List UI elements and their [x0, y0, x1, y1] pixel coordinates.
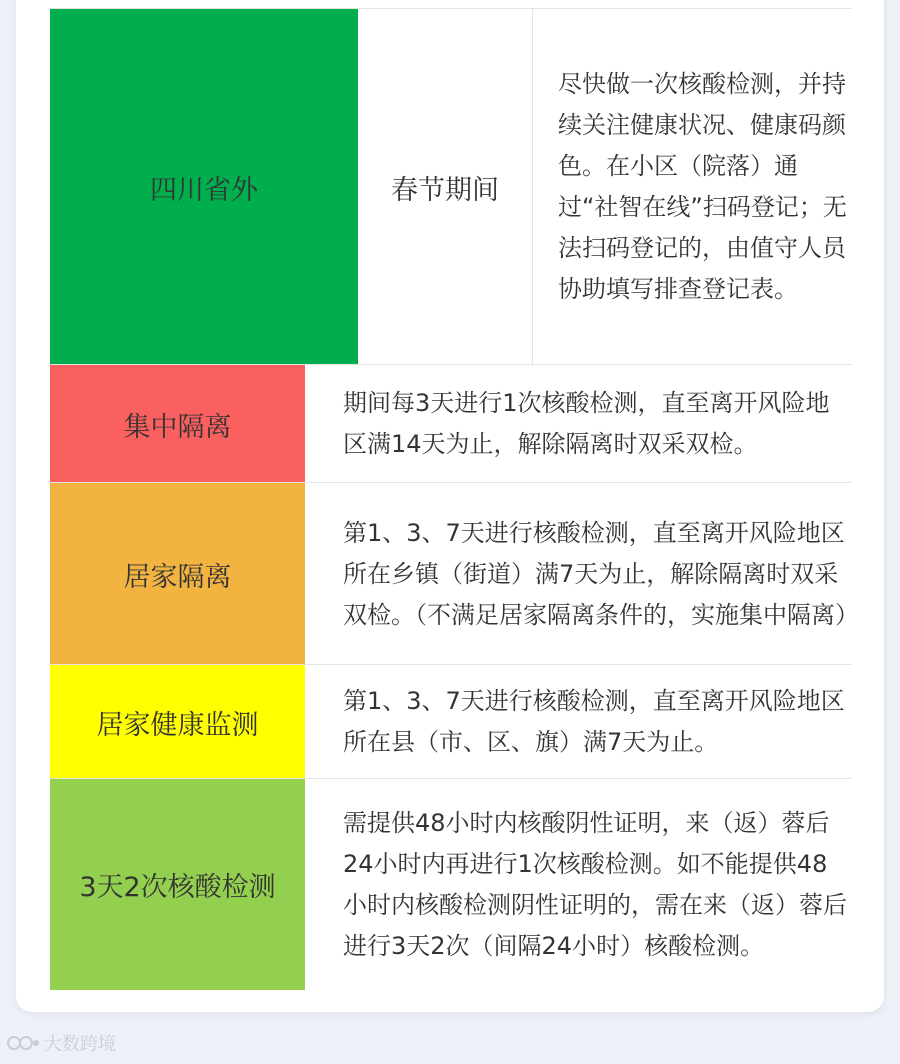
description-text: 第1、3、7天进行核酸检测，直至离开风险地区所在乡镇（街道）满7天为止，解除隔离时双采双检。（不满足居家隔离条件的，实施集中隔离） [343, 518, 859, 629]
watermark-text: 大数跨境 [44, 1034, 116, 1055]
category-cell [50, 665, 305, 779]
table-row [50, 364, 852, 483]
description-text: 第1、3、7天进行核酸检测，直至离开风险地区所在县（市、区、旗）满7天为止。 [343, 687, 845, 756]
category-label: 居家健康监测 [96, 709, 259, 741]
category-cell [50, 779, 305, 990]
description-cell [343, 365, 849, 483]
category-label: 居家隔离 [123, 561, 232, 593]
category-cell [50, 483, 305, 665]
description-cell [558, 9, 850, 365]
category-label: 集中隔离 [123, 411, 232, 443]
description-cell [343, 665, 849, 779]
category-label: 3天2次核酸检测 [79, 872, 276, 903]
description-text: 尽快做一次核酸检测，并持续关注健康状况、健康码颜色。在小区（院落）通过“社智在线”扫码登记；无法扫码登记的，由值守人员协助填写排查登记表。 [558, 70, 847, 303]
table-row [50, 778, 852, 990]
period-label: 春节期间 [391, 174, 499, 206]
watermark-logo-icon [6, 1035, 40, 1051]
description-text: 期间每3天进行1次核酸检测，直至离开风险地区满14天为止，解除隔离时双采双检。 [343, 389, 830, 458]
category-cell [50, 9, 358, 365]
description-cell [343, 779, 849, 990]
table-row [50, 8, 852, 365]
category-cell [50, 365, 305, 483]
period-cell [358, 9, 533, 365]
category-label: 四川省外 [150, 174, 258, 206]
table-row [50, 482, 859, 665]
description-cell [343, 483, 859, 665]
table-row [50, 664, 852, 779]
watermark [6, 1030, 116, 1056]
description-text: 需提供48小时内核酸阴性证明，来（返）蓉后24小时内再进行1次核酸检测。如不能提供48小时内核酸检测阴性证明的，需在来（返）蓉后进行3天2次（间隔24小时）核酸检测。 [343, 808, 847, 960]
